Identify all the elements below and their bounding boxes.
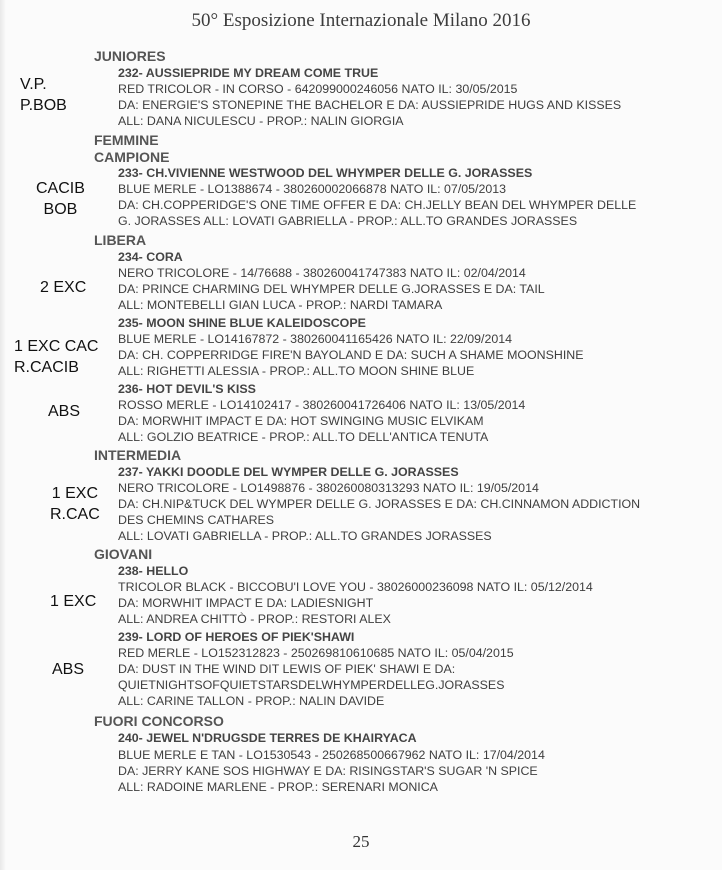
entry-232-result bbox=[20, 74, 67, 116]
section-juniores: JUNIORES bbox=[94, 48, 166, 64]
entry-238-result-1: 1 EXC bbox=[50, 593, 97, 610]
section-libera: LIBERA bbox=[94, 232, 147, 248]
entry-239-title: 239- LORD OF HEROES OF PIEK'SHAWI bbox=[118, 630, 355, 644]
entry-233-line-1: BLUE MERLE - LO1388674 - 380260002066878 NATO IL: 07/05/2013 bbox=[118, 182, 507, 196]
entry-232-title: 232- AUSSIEPRIDE MY DREAM COME TRUE bbox=[118, 66, 379, 80]
entry-237-result bbox=[50, 483, 100, 525]
entry-239-result bbox=[52, 659, 84, 680]
entry-236-title: 236- HOT DEVIL'S KISS bbox=[118, 382, 256, 396]
entry-240-line-1: BLUE MERLE E TAN - LO1530543 - 250268500667962 NATO IL: 17/04/2014 bbox=[118, 748, 545, 762]
entry-234-line-3: ALL: MONTEBELLI GIAN LUCA - PROP.: NARDI TAMARA bbox=[118, 298, 443, 312]
entry-238-line-3: ALL: ANDREA CHITTÒ - PROP.: RESTORI ALEX bbox=[118, 612, 391, 626]
entry-240-line-3: ALL: RADOINE MARLENE - PROP.: SERENARI MONICA bbox=[118, 780, 438, 794]
entry-237-line-1: NERO TRICOLORE - LO1498876 - 380260080313293 NATO IL: 19/05/2014 bbox=[118, 481, 539, 495]
entry-235-line-2: DA: CH. COPPERRIDGE FIRE'N BAYOLAND E DA: SUCH A SHAME MOONSHINE bbox=[118, 348, 584, 362]
entry-236-result-1: ABS bbox=[48, 403, 81, 420]
entry-232-result-2: P.BOB bbox=[20, 97, 67, 114]
section-giovani: GIOVANI bbox=[94, 546, 153, 562]
entry-235-result-1: 1 EXC CAC bbox=[14, 338, 99, 355]
entry-233-title: 233- CH.VIVIENNE WESTWOOD DEL WHYMPER DELLE G. JORASSES bbox=[118, 166, 533, 180]
page-edge bbox=[0, 0, 6, 870]
entry-236-result bbox=[48, 401, 80, 422]
entry-237-result-2: R.CAC bbox=[50, 506, 100, 523]
entry-240-title: 240- JEWEL N'DRUGSDE TERRES DE KHAIRYACA bbox=[118, 731, 417, 745]
section-femmine: FEMMINE bbox=[94, 132, 159, 148]
entry-235-result bbox=[14, 336, 98, 378]
entry-235-result-2: R.CACIB bbox=[14, 359, 79, 376]
entry-233-result-2: BOB bbox=[43, 201, 78, 218]
entry-232-line-3: ALL: DANA NICULESCU - PROP.: NALIN GIORGIA bbox=[118, 114, 404, 128]
entry-233-result-1: CACIB bbox=[36, 180, 85, 197]
entry-239-line-4: ALL: CARINE TALLON - PROP.: NALIN DAVIDE bbox=[118, 694, 385, 708]
entry-233-result bbox=[36, 178, 85, 220]
entry-232-line-2: DA: ENERGIE'S STONEPINE THE BACHELOR E DA: AUSSIEPRIDE HUGS AND KISSES bbox=[118, 98, 622, 112]
section-fuori-concorso: FUORI CONCORSO bbox=[94, 713, 224, 729]
entry-239-line-2: DA: DUST IN THE WIND DIT LEWIS OF PIEK' SHAWI E DA: bbox=[118, 662, 456, 676]
entry-235-line-1: BLUE MERLE - LO14167872 - 380260041165426 NATO IL: 22/09/2014 bbox=[118, 332, 513, 346]
entry-237-title: 237- YAKKI DOODLE DEL WYMPER DELLE G. JORASSES bbox=[118, 465, 459, 479]
section-campione: CAMPIONE bbox=[94, 149, 170, 165]
entry-232-result-1: V.P. bbox=[20, 76, 47, 93]
entry-237-line-2: DA: CH.NIP&TUCK DEL WYMPER DELLE G. JORASSES E DA: CH.CINNAMON ADDICTION bbox=[118, 497, 641, 511]
entry-237-line-3: DES CHEMINS CATHARES bbox=[118, 513, 275, 527]
entry-234-title: 234- CORA bbox=[118, 250, 183, 264]
entry-234-line-2: DA: PRINCE CHARMING DEL WHYMPER DELLE G.JORASSES E DA: TAIL bbox=[118, 282, 545, 296]
section-intermedia: INTERMEDIA bbox=[94, 447, 182, 463]
entry-234-line-1: NERO TRICOLORE - 14/76688 - 380260041747383 NATO IL: 02/04/2014 bbox=[118, 266, 526, 280]
entry-237-line-4: ALL: LOVATI GABRIELLA - PROP.: ALL.TO GRANDES JORASSES bbox=[118, 529, 492, 543]
entry-232-line-1: RED TRICOLOR - IN CORSO - 642099000246056 NATO IL: 30/05/2015 bbox=[118, 82, 518, 96]
page-header: 50° Esposizione Internazionale Milano 2016 bbox=[191, 10, 531, 31]
entry-235-title: 235- MOON SHINE BLUE KALEIDOSCOPE bbox=[118, 316, 366, 330]
entry-238-line-2: DA: MORWHIT IMPACT E DA: LADIESNIGHT bbox=[118, 596, 374, 610]
entry-236-line-1: ROSSO MERLE - LO14102417 - 380260041726406 NATO IL: 13/05/2014 bbox=[118, 398, 526, 412]
entry-233-line-2: DA: CH.COPPERIDGE'S ONE TIME OFFER E DA: CH.JELLY BEAN DEL WHYMPER DELLE bbox=[118, 198, 637, 212]
page-number: 25 bbox=[352, 832, 370, 851]
entry-239-line-3: QUIETNIGHTSOFQUIETSTARSDELWHYMPERDELLEG.JORASSES bbox=[118, 678, 505, 692]
entry-240-line-2: DA: JERRY KANE SOS HIGHWAY E DA: RISINGSTAR'S SUGAR 'N SPICE bbox=[118, 764, 538, 778]
entry-237-result-1: 1 EXC bbox=[51, 485, 99, 502]
entry-233-line-3: G. JORASSES ALL: LOVATI GABRIELLA - PROP.: ALL.TO GRANDES JORASSES bbox=[118, 214, 578, 228]
entry-235-line-3: ALL: RIGHETTI ALESSIA - PROP.: ALL.TO MOON SHINE BLUE bbox=[118, 364, 475, 378]
entry-238-result bbox=[50, 591, 96, 612]
entry-236-line-2: DA: MORWHIT IMPACT E DA: HOT SWINGING MUSIC ELVIKAM bbox=[118, 414, 484, 428]
entry-239-line-1: RED MERLE - LO152312823 - 250269810610685 NATO IL: 05/04/2015 bbox=[118, 646, 514, 660]
entry-234-result-1: 2 EXC bbox=[40, 279, 87, 296]
entry-238-line-1: TRICOLOR BLACK - BICCOBU'I LOVE YOU - 38026000236098 NATO IL: 05/12/2014 bbox=[118, 580, 593, 594]
entry-239-result-1: ABS bbox=[52, 661, 85, 678]
entry-236-line-3: ALL: GOLZIO BEATRICE - PROP.: ALL.TO DELL'ANTICA TENUTA bbox=[118, 430, 489, 444]
entry-238-title: 238- HELLO bbox=[118, 564, 189, 578]
entry-234-result bbox=[40, 277, 86, 298]
